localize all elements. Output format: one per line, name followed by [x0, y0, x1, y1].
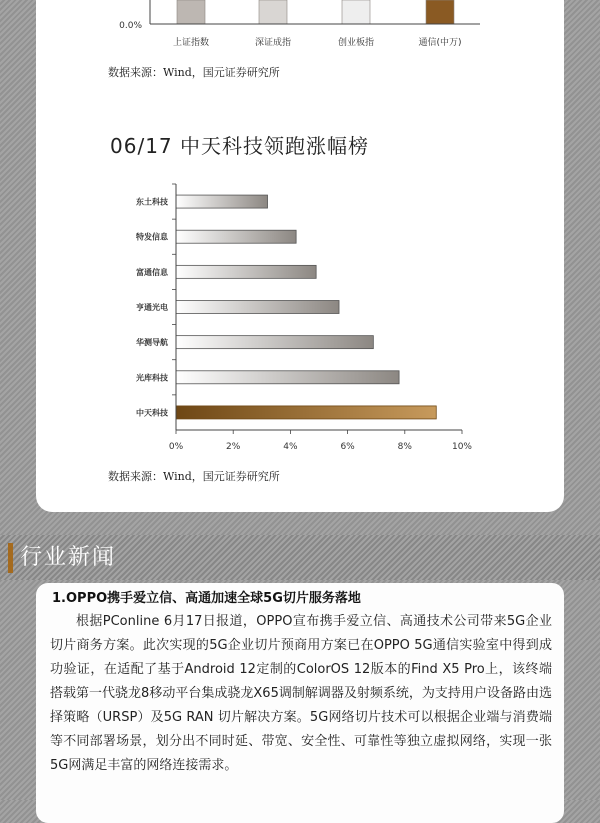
hchart-category-label: 富通信息 — [136, 267, 168, 277]
section-header — [0, 535, 600, 580]
hchart-bar — [176, 371, 399, 384]
hchart-bar — [176, 301, 339, 314]
vchart-bar — [177, 0, 205, 24]
gainers-bar-chart — [0, 180, 600, 460]
hchart-category-label: 华测导航 — [136, 338, 168, 348]
vchart-category-label: 上证指数 — [172, 38, 210, 48]
hchart-tick-label: 8% — [397, 442, 412, 452]
hchart-bar — [176, 406, 436, 419]
hchart-category-label: 亨通光电 — [136, 303, 168, 312]
chart-source-top: 数据来源：Wind，国元证券研究所 — [108, 66, 280, 79]
news-body: 根据PConline 6月17日报道，OPPO宣布携手爱立信、高通技术公司带来5G企业切片商务方案。此次实现的5G企业切片预商用方案已在OPPO 5G通信实验室中得到成功验证，在适配了基于Android 12定制的ColorOS 12版本的Find X5 Pro上，该终端搭载第一代骁龙8移动平台集成骁龙X65调制解调器及射频系统，为支持用户设备路由选择策略（URSP）及5G RAN 切片解决方案。5G网络切片技术可以根据企业端与消费端等不同部署场景，划分出不同时延、带宽、安全性、可靠性等独立虚拟网络，实现一张5G网满足丰富的网络连接需求。 — [50, 614, 552, 773]
vchart-bar — [342, 0, 370, 24]
hchart-bar — [176, 336, 373, 349]
hchart-tick-label: 6% — [340, 442, 355, 452]
news-headline: 1.OPPO携手爱立信、高通加速全球5G切片服务落地 — [52, 591, 361, 606]
vchart-category-label: 通信(中万) — [418, 38, 462, 48]
hchart-bar — [176, 230, 296, 243]
section-title: 行业新闻 — [20, 545, 117, 570]
hchart-category-label: 特发信息 — [136, 232, 168, 242]
hchart-category-label: 中天科技 — [136, 408, 168, 418]
news-card — [36, 583, 564, 823]
hchart-tick-label: 2% — [226, 442, 241, 452]
hchart-bar — [176, 265, 316, 278]
vchart-category-label: 创业板指 — [337, 38, 375, 48]
hchart-tick-label: 0% — [168, 442, 184, 452]
vchart-bar — [259, 0, 287, 24]
hchart-category-label: 光库科技 — [136, 373, 168, 383]
hchart-bar — [176, 195, 268, 208]
index-comparison-chart — [0, 0, 600, 60]
chart-source-bottom: 数据来源：Wind，国元证券研究所 — [108, 470, 280, 483]
vchart-bar — [426, 0, 454, 24]
chart-title: 06/17 中天科技领跑涨幅榜 — [110, 134, 369, 158]
section-accent-bar — [8, 543, 13, 573]
hchart-category-label: 东土科技 — [136, 197, 168, 207]
vchart-category-label: 深证成指 — [254, 38, 292, 48]
hchart-tick-label: 4% — [283, 442, 298, 452]
hchart-tick-label: 10% — [451, 442, 473, 452]
vchart-ytick: 0.0% — [119, 21, 142, 31]
